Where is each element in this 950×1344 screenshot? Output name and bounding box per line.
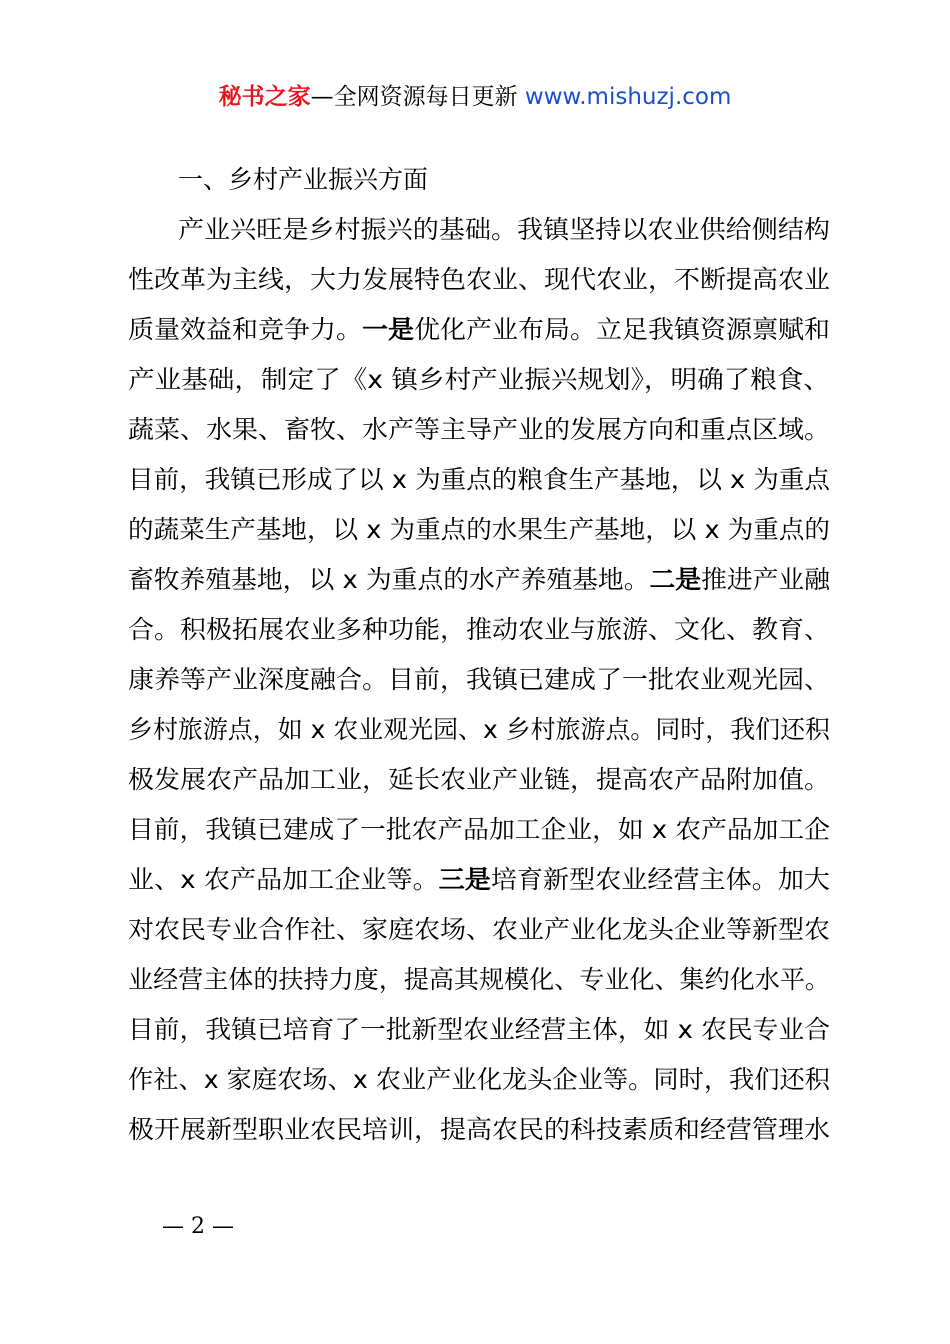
line-text: 业、x 农产品加工企业等。 [128,865,439,894]
paragraph-line [128,705,828,755]
paragraph-line [128,855,831,905]
line-text: 优化产业布局。立足我镇资源禀赋和 [414,315,831,344]
paragraph-line [128,305,831,355]
site-tagline: —全网资源每日更新 [310,84,518,110]
emphasis-text: 一是 [362,315,415,344]
line-text: 的蔬菜生产基地，以 x 为重点的水果生产基地，以 x 为重点的 [128,515,830,544]
line-text: 蔬菜、水果、畜牧、水产等主导产业的发展方向和重点区域。 [128,415,830,444]
line-text: 极开展新型职业农民培训，提高农民的科技素质和经营管理水 [128,1115,830,1144]
line-text: 推进产业融 [701,565,830,594]
line-text: 目前，我镇已形成了以 x 为重点的粮食生产基地，以 x 为重点 [128,465,830,494]
emphasis-text: 二是 [649,565,702,594]
line-text: 产业兴旺是乡村振兴的基础。我镇坚持以农业供给侧结构 [178,215,830,244]
line-text: 培育新型农业经营主体。加大 [490,865,831,894]
paragraph-line [128,805,828,855]
paragraph-line [128,405,828,455]
paragraph-line [128,655,828,705]
paragraph-line [128,605,828,655]
line-text: 性改革为主线，大力发展特色农业、现代农业，不断提高农业 [128,265,830,294]
site-url-link[interactable]: www.mishuzj.com [524,84,732,110]
emphasis-text: 三是 [438,865,491,894]
section-heading: 一、乡村产业振兴方面 [178,165,429,194]
paragraph-line [178,205,878,255]
line-text: 产业基础，制定了《x 镇乡村产业振兴规划》，明确了粮食、 [128,365,830,394]
site-brand: 秘书之家 [218,84,311,110]
page-number: — 2 — [162,1214,234,1239]
paragraph-line [128,955,828,1005]
paragraph-line [128,455,828,505]
line-text: 极发展农产品加工业，延长农业产业链，提高农产品附加值。 [128,765,830,794]
line-text: 合。积极拓展农业多种功能，推动农业与旅游、文化、教育、 [128,615,830,644]
line-text: 康养等产业深度融合。目前，我镇已建成了一批农业观光园、 [128,665,830,694]
line-text: 目前，我镇已建成了一批农产品加工企业，如 x 农产品加工企 [128,815,830,844]
line-text: 质量效益和竞争力。 [128,315,362,344]
line-text: 目前，我镇已培育了一批新型农业经营主体，如 x 农民专业合 [128,1015,830,1044]
paragraph-line [128,555,828,605]
paragraph-line [128,1055,828,1105]
paragraph-line [128,755,828,805]
line-text: 作社、x 家庭农场、x 农业产业化龙头企业等。同时，我们还积 [128,1065,830,1094]
paragraph-line [128,355,828,405]
paragraph-line [128,505,828,555]
paragraph-line [128,255,828,305]
line-text: 对农民专业合作社、家庭农场、农业产业化龙头企业等新型农 [128,915,830,944]
line-text: 畜牧养殖基地，以 x 为重点的水产养殖基地。 [128,565,650,594]
paragraph-line [128,1105,828,1155]
paragraph-line [128,905,828,955]
site-banner [0,82,950,112]
line-text: 业经营主体的扶持力度，提高其规模化、专业化、集约化水平。 [128,965,830,994]
paragraph-line [128,1005,828,1055]
line-text: 乡村旅游点，如 x 农业观光园、x 乡村旅游点。同时，我们还积 [128,715,830,744]
